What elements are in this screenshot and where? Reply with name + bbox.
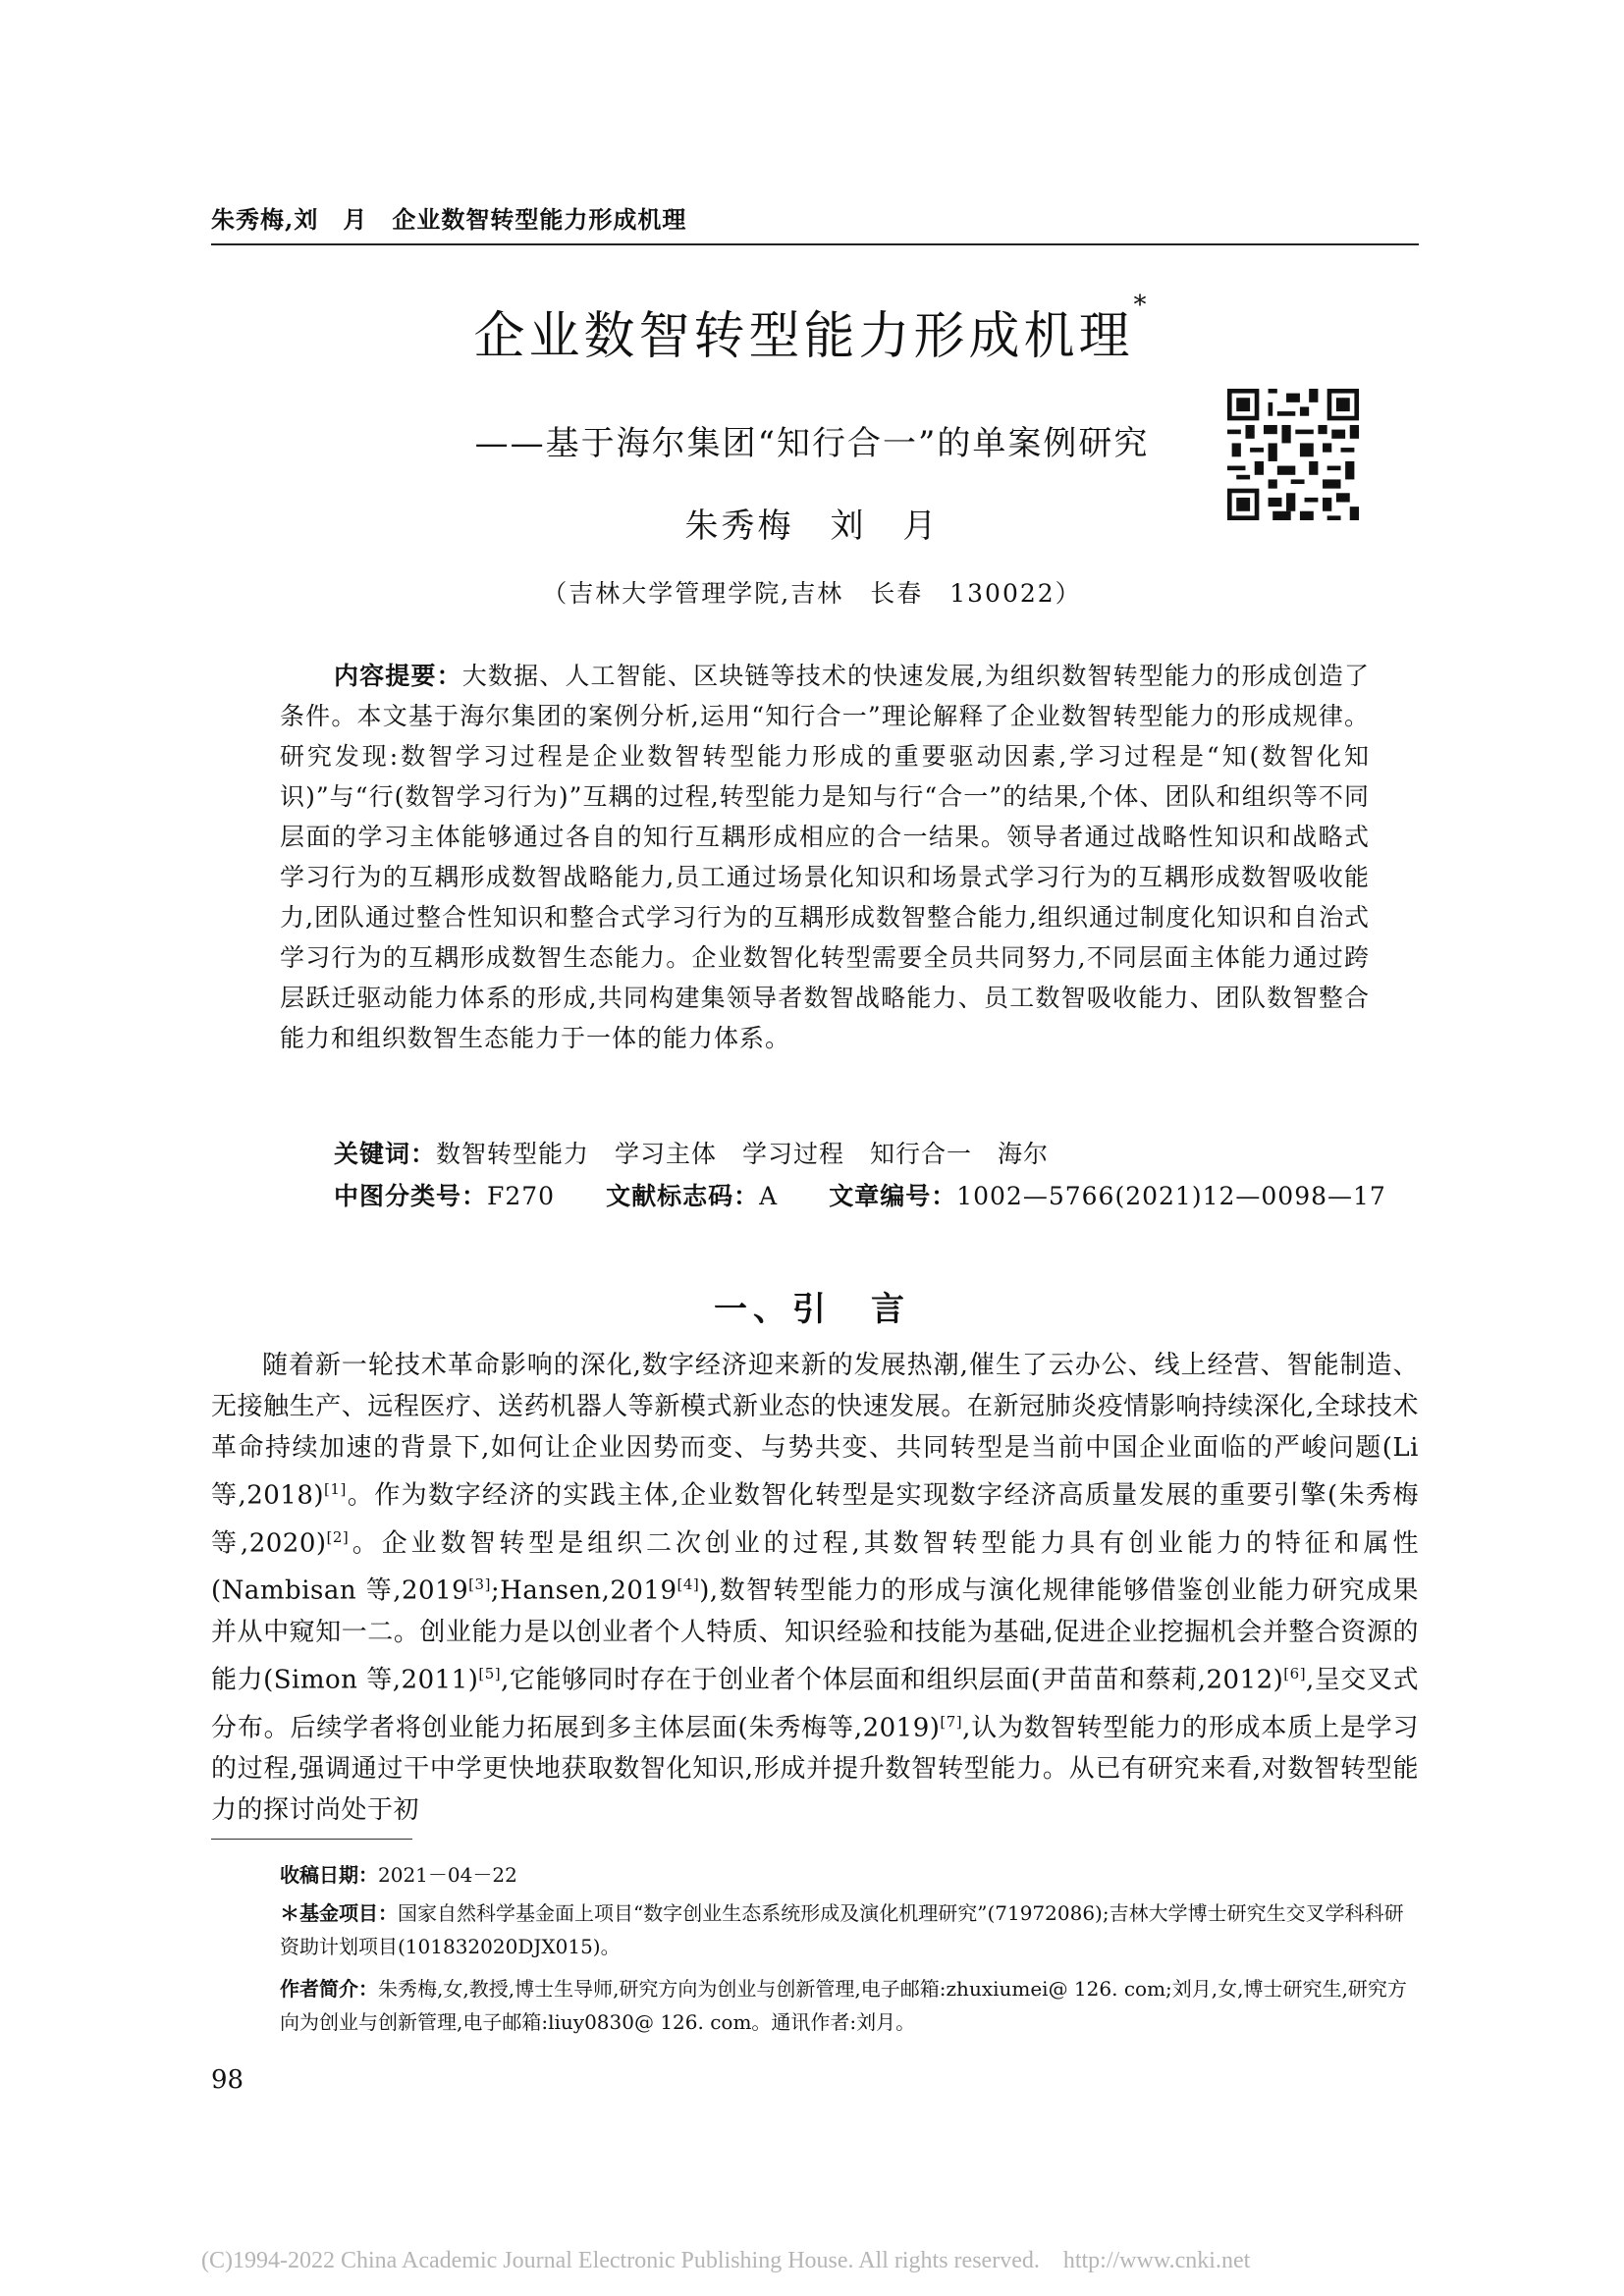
section-heading: 一、引 言 xyxy=(714,1290,910,1329)
clc-value: F270 xyxy=(487,1182,556,1210)
received-label: 收稿日期： xyxy=(280,1863,378,1887)
paper-title xyxy=(0,291,1624,368)
author-label: 作者简介： xyxy=(280,1977,378,2001)
received-value: 2021－04－22 xyxy=(378,1863,517,1887)
title-footnote-mark: * xyxy=(1133,291,1151,320)
citation-ref: [6] xyxy=(1283,1664,1307,1682)
citation-ref: [4] xyxy=(677,1575,700,1594)
abstract-label: 内容提要： xyxy=(334,662,462,690)
header-rule xyxy=(211,243,1419,245)
article-number-label: 文章编号： xyxy=(829,1182,957,1210)
body-text: ,呈交叉式分布。后续学者将创业能力拓展到多主体层面(朱秀梅等,2019) xyxy=(211,1665,1419,1743)
authors: 朱秀梅 刘 月 xyxy=(684,507,940,546)
body-text: 。作为数字经济的实践主体,企业数智化转型是实现数字经济高质量发展的重要引擎(朱秀梅等,2020) xyxy=(211,1480,1419,1559)
abstract-text: 大数据、人工智能、区块链等技术的快速发展,为组织数智转型能力的形成创造了条件。本文基于海尔集团的案例分析,运用“知行合一”理论解释了企业数智转型能力的形成规律。研究发现:数智学习过程是企业数智转型能力形成的重要驱动因素,学习过程是“知(数智化知识)”与“行(数智学习行为)”互耦的过程,转型能力是知与行“合一”的结果,个体、团队和组织等不同层面的学习主体能够通过各自的知行互耦形成相应的合一结果。领导者通过战略性知识和战略式学习行为的互耦形成数智战略能力,员工通过场景化知识和场景式学习行为的互耦形成数智吸收能力,团队通过整合性知识和整合式学习行为的互耦形成数智整合能力,组织通过制度化知识和自治式学习行为的互耦形成数智生态能力。企业数智化转型需要全员共同努力,不同层面主体能力通过跨层跃迁驱动能力体系的形成,共同构建集领导者数智战略能力、员工数智吸收能力、团队数智整合能力和组织数智生态能力于一体的能力体系。 xyxy=(280,662,1370,1052)
running-header: 朱秀梅,刘 月 企业数智转型能力形成机理 xyxy=(211,205,687,234)
body-text: ,认为数智转型能力的形成本质上是学习的过程,强调通过干中学更快地获取数智化知识,形成并提升数智转型能力。从已有研究来看,对数智转型能力的探讨尚处于初 xyxy=(211,1713,1419,1826)
doc-code-label: 文献标志码： xyxy=(606,1182,760,1210)
footnote-fund xyxy=(280,1896,1419,1963)
article-number-value: 1002—5766(2021)12—0098—17 xyxy=(956,1182,1386,1210)
doc-code-value: A xyxy=(759,1182,779,1210)
body-text: ,它能够同时存在于创业者个体层面和组织层面(尹苗苗和蔡莉,2012) xyxy=(501,1665,1284,1695)
copyright-notice: (C)1994-2022 China Academic Journal Electronic Publishing House. All rights reserved. http://www.cnki.net xyxy=(201,2248,1251,2273)
fund-label: ＊基金项目： xyxy=(280,1901,398,1925)
body-text: 随着新一轮技术革命影响的深化,数字经济迎来新的发展热潮,催生了云办公、线上经营、智能制造、无接触生产、远程医疗、送药机器人等新模式新业态的快速发展。在新冠肺炎疫情影响持续深化,全球技术革命持续加速的背景下,如何让企业因势而变、与势共变、共同转型是当前中国企业面临的严峻问题(Li 等,2018) xyxy=(211,1351,1419,1511)
keywords-text: 数智转型能力 学习主体 学习过程 知行合一 海尔 xyxy=(436,1140,1050,1168)
abstract xyxy=(280,656,1370,1058)
citation-ref: [7] xyxy=(940,1712,963,1731)
citation-ref: [5] xyxy=(478,1664,502,1682)
footnote-rule xyxy=(211,1839,412,1840)
footnote-received xyxy=(280,1858,1419,1892)
classification-line xyxy=(334,1177,1386,1212)
clc-label: 中图分类号： xyxy=(334,1182,488,1210)
keywords xyxy=(334,1135,1049,1170)
citation-ref: [2] xyxy=(326,1527,350,1546)
citation-ref: [1] xyxy=(324,1480,347,1498)
body-text: 。企业数智转型是组织二次创业的过程,其数智转型能力具有创业能力的特征和属性(Nambisan 等,2019 xyxy=(211,1528,1419,1606)
page-number: 98 xyxy=(211,2065,244,2095)
paper-subtitle: ——基于海尔集团“知行合一”的单案例研究 xyxy=(474,424,1150,463)
citation-ref: [3] xyxy=(468,1575,491,1594)
footnote-author xyxy=(280,1972,1419,2039)
author-value: 朱秀梅,女,教授,博士生导师,研究方向为创业与创新管理,电子邮箱:zhuxiumei@ 126. com;刘月,女,博士研究生,研究方向为创业与创新管理,电子邮箱:liuy0830@ 126. com。通讯作者:刘月。 xyxy=(280,1977,1407,2034)
affiliation: （吉林大学管理学院,吉林 长春 130022） xyxy=(542,579,1082,608)
fund-value: 国家自然科学基金面上项目“数字创业生态系统形成及演化机理研究”(71972086);吉林大学博士研究生交叉学科科研资助计划项目(101832020DJX015)。 xyxy=(280,1901,1404,1958)
body-text: ),数智转型能力的形成与演化规律能够借鉴创业能力研究成果并从中窥知一二。创业能力是以创业者个人特质、知识经验和技能为基础,促进企业挖掘机会并整合资源的能力(Simon 等,2011) xyxy=(211,1575,1419,1695)
body-paragraph xyxy=(211,1345,1419,1831)
keywords-label: 关键词： xyxy=(334,1140,437,1168)
title-text: 企业数智转型能力形成机理 xyxy=(473,307,1134,366)
body-text: ;Hansen,2019 xyxy=(490,1575,677,1606)
